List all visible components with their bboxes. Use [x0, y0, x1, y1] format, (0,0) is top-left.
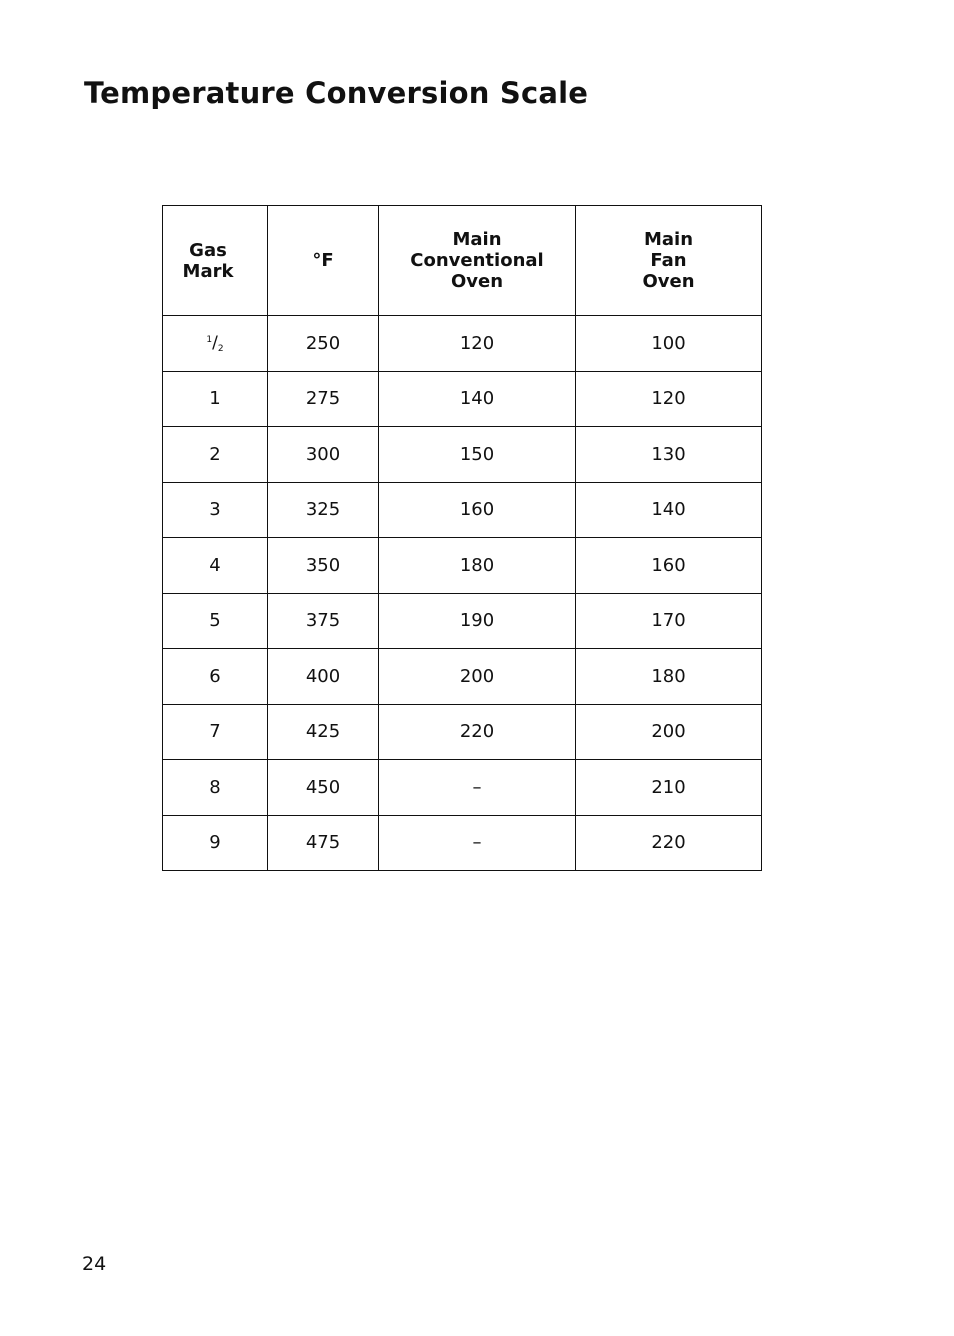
- cell-conventional: –: [379, 815, 576, 871]
- cell-conventional: 120: [379, 316, 576, 372]
- cell-gas-mark: 9: [163, 815, 268, 871]
- temperature-conversion-table: [162, 205, 762, 871]
- cell-fan: 210: [576, 760, 762, 816]
- cell-fahrenheit: 450: [268, 760, 379, 816]
- cell-gas-mark: 5: [163, 593, 268, 649]
- cell-gas-mark: 4: [163, 538, 268, 594]
- cell-gas-mark: 8: [163, 760, 268, 816]
- cell-fahrenheit: 350: [268, 538, 379, 594]
- cell-gas-mark: 7: [163, 704, 268, 760]
- cell-fan: 100: [576, 316, 762, 372]
- header-main-fan-oven: Main Fan Oven: [576, 206, 762, 316]
- cell-fan: 130: [576, 427, 762, 483]
- cell-fahrenheit: 425: [268, 704, 379, 760]
- cell-gas-mark: 3: [163, 482, 268, 538]
- table-row: [163, 815, 762, 871]
- cell-gas-mark: 1: [163, 371, 268, 427]
- table-row: [163, 760, 762, 816]
- cell-gas-mark: [163, 316, 268, 372]
- cell-fahrenheit: 250: [268, 316, 379, 372]
- header-fahrenheit: °F: [268, 206, 379, 316]
- page-title: Temperature Conversion Scale: [84, 76, 589, 110]
- cell-fan: 120: [576, 371, 762, 427]
- cell-conventional: 190: [379, 593, 576, 649]
- cell-fahrenheit: 300: [268, 427, 379, 483]
- table-row: [163, 593, 762, 649]
- table-row: [163, 538, 762, 594]
- cell-conventional: 160: [379, 482, 576, 538]
- table-row: [163, 704, 762, 760]
- table-row: [163, 482, 762, 538]
- header-main-conventional-oven: Main Conventional Oven: [379, 206, 576, 316]
- cell-fahrenheit: 475: [268, 815, 379, 871]
- table-row: [163, 649, 762, 705]
- cell-gas-mark: 6: [163, 649, 268, 705]
- cell-fahrenheit: 375: [268, 593, 379, 649]
- cell-fan: 200: [576, 704, 762, 760]
- cell-conventional: 150: [379, 427, 576, 483]
- page-number: 24: [82, 1253, 107, 1275]
- cell-conventional: –: [379, 760, 576, 816]
- half-fraction: $^1/_2$: [206, 333, 224, 355]
- cell-fan: 180: [576, 649, 762, 705]
- cell-fan: 220: [576, 815, 762, 871]
- table-header-row: [163, 206, 762, 316]
- cell-conventional: 200: [379, 649, 576, 705]
- cell-fahrenheit: 400: [268, 649, 379, 705]
- table-row: [163, 427, 762, 483]
- cell-conventional: 180: [379, 538, 576, 594]
- cell-conventional: 140: [379, 371, 576, 427]
- table-row: [163, 316, 762, 372]
- cell-conventional: 220: [379, 704, 576, 760]
- cell-fahrenheit: 325: [268, 482, 379, 538]
- cell-fahrenheit: 275: [268, 371, 379, 427]
- header-gas-mark: Gas Mark: [163, 206, 268, 316]
- cell-fan: 160: [576, 538, 762, 594]
- cell-fan: 140: [576, 482, 762, 538]
- cell-fan: 170: [576, 593, 762, 649]
- table-row: [163, 371, 762, 427]
- cell-gas-mark: 2: [163, 427, 268, 483]
